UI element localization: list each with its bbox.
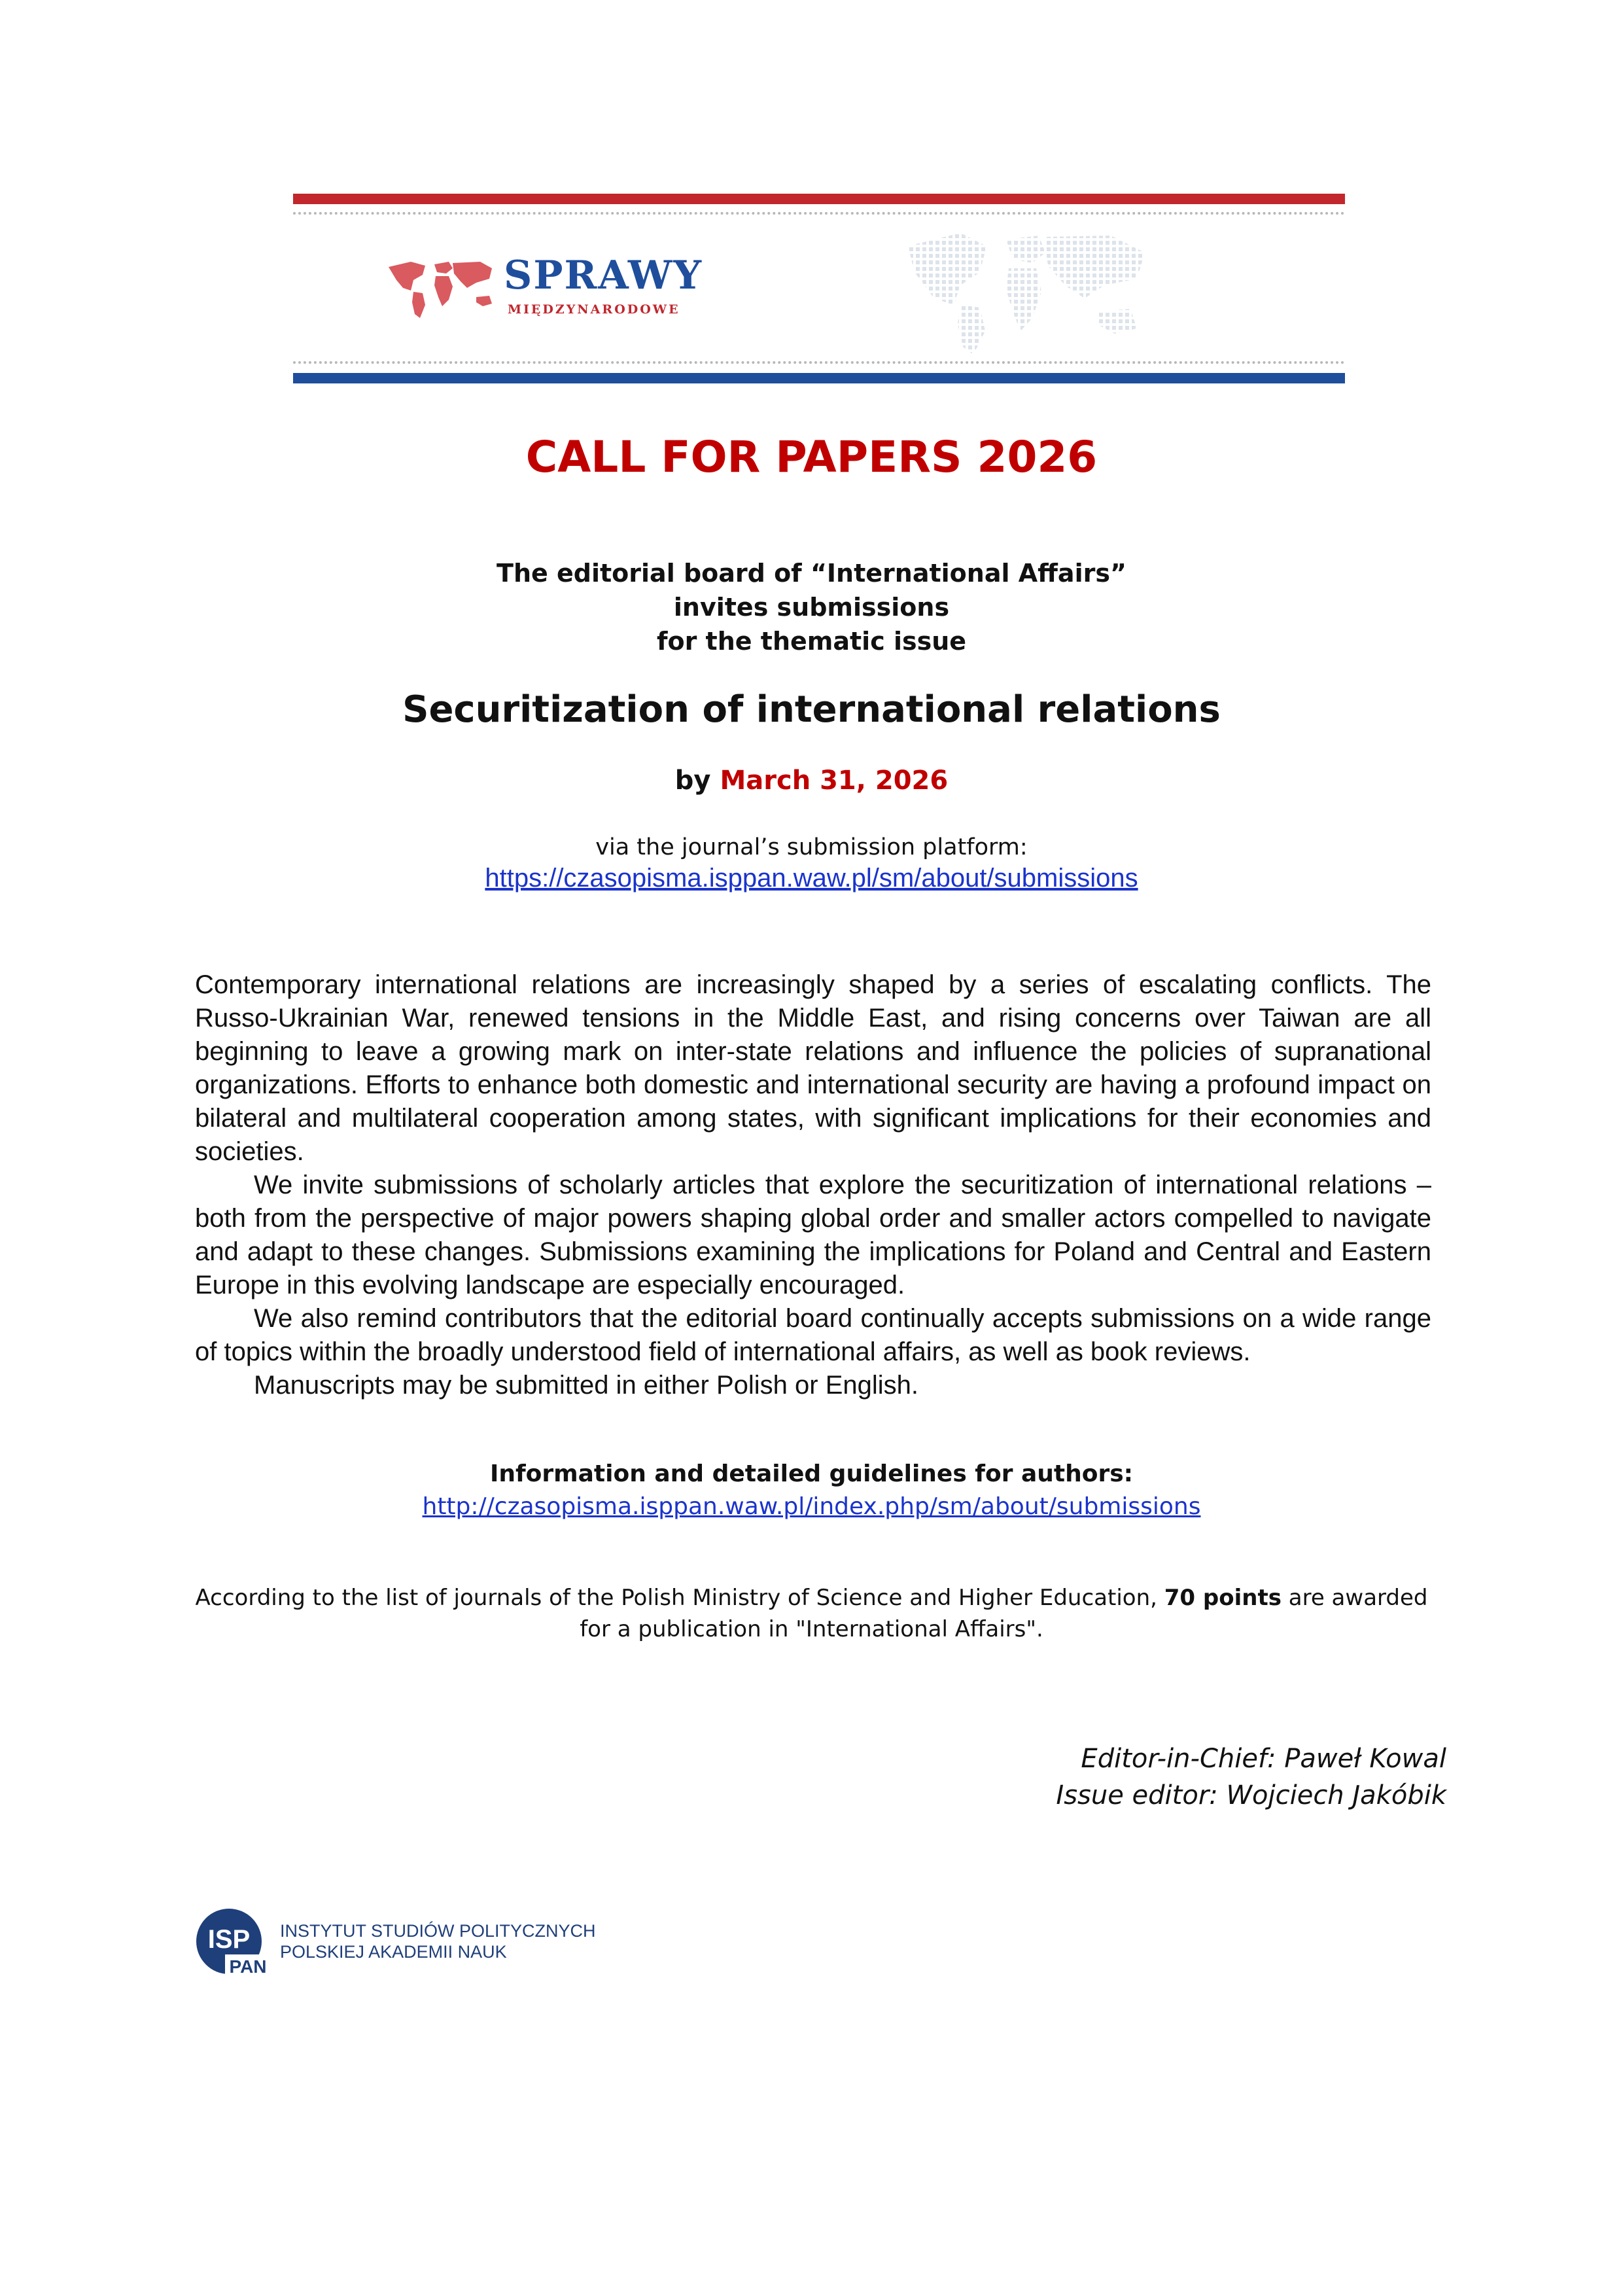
journal-banner — [293, 194, 1345, 383]
points-text-after: are awarded — [1288, 1585, 1428, 1611]
body-paragraph-1: Contemporary international relations are increasingly shaped by a series of escalating conflicts. The Russo-Ukrainian War, renewed tensions in the Middle East, and rising concerns over Taiwan are all beginning to leave a growing mark on inter-state relations and influence the policies of supranational organizations. Efforts to enhance both domestic and international security are having a profound impact on bilateral and multilateral cooperation among states, with significant implications for their economies and societies. — [195, 970, 1431, 1166]
guidelines-link[interactable]: http://czasopisma.isppan.waw.pl/index.php/sm/about/submissions — [422, 1493, 1201, 1520]
isp-pan-monogram-icon — [195, 1907, 272, 1978]
issue-theme: Securitization of international relations — [402, 688, 1221, 731]
submission-link-container — [0, 864, 1623, 893]
guidelines-link-container — [0, 1493, 1623, 1520]
points-text-before: According to the list of journals of the Polish Ministry of Science and Higher Education, — [195, 1585, 1157, 1611]
ministry-points-note — [0, 1582, 1623, 1645]
deadline-prefix: by — [674, 766, 711, 796]
isp-monogram-bottom: PAN — [229, 1956, 267, 1977]
editor-in-chief: Editor-in-Chief: Paweł Kowal — [1081, 1744, 1446, 1774]
submission-link[interactable]: https://czasopisma.isppan.waw.pl/sm/about/submissions — [485, 864, 1138, 892]
page-title: CALL FOR PAPERS 2026 — [525, 432, 1098, 482]
points-value: 70 points — [1164, 1585, 1282, 1611]
world-map-dotted-icon — [901, 226, 1150, 357]
points-line-1 — [0, 1582, 1623, 1614]
intro-line-1: The editorial board of “International Affairs” — [497, 559, 1126, 588]
deadline-date: March 31, 2026 — [720, 766, 949, 796]
institute-name-line-2: POLSKIEJ AKADEMII NAUK — [280, 1942, 507, 1962]
call-body — [195, 968, 1431, 1402]
banner-dotted-line-bottom — [293, 361, 1345, 364]
guidelines-heading: Information and detailed guidelines for authors: — [489, 1460, 1134, 1487]
banner-red-bar — [293, 194, 1345, 204]
deadline — [0, 766, 1623, 796]
intro-line-2: invites submissions — [673, 593, 950, 622]
logo-wordmark: SPRAWY — [504, 253, 703, 298]
isp-monogram-top: ISP — [207, 1925, 251, 1954]
points-line-2: for a publication in "International Affairs". — [580, 1616, 1043, 1642]
editors-block — [1056, 1740, 1446, 1814]
institute-name-line-1: INSTYTUT STUDIÓW POLITYCZNYCH — [280, 1921, 596, 1941]
submission-label: via the journal’s submission platform: — [595, 834, 1028, 860]
institute-logo — [195, 1907, 601, 1979]
body-paragraph-3: We also remind contributors that the editorial board continually accepts submissions on a wide range of topics within the broadly understood field of international affairs, as well as book reviews. — [195, 1304, 1431, 1366]
world-map-red-icon — [385, 254, 496, 326]
logo-subtitle: MIĘDZYNARODOWE — [508, 302, 680, 317]
intro-line-3: for the thematic issue — [656, 627, 967, 656]
issue-editor: Issue editor: Wojciech Jakóbik — [1056, 1780, 1446, 1810]
journal-logo — [385, 250, 790, 328]
body-paragraph-2: We invite submissions of scholarly articles that explore the securitization of international relations – both from the perspective of major powers shaping global order and smaller actors compelled to navigate and adapt to these changes. Submissions examining the implications for Poland and Central and Eastern Europe in this evolving landscape are especially encouraged. — [195, 1171, 1431, 1299]
banner-dotted-line-top — [293, 212, 1345, 215]
banner-blue-bar — [293, 373, 1345, 383]
institute-name — [280, 1920, 596, 1962]
body-paragraph-4: Manuscripts may be submitted in either Polish or English. — [254, 1371, 919, 1400]
intro-block — [0, 556, 1623, 658]
